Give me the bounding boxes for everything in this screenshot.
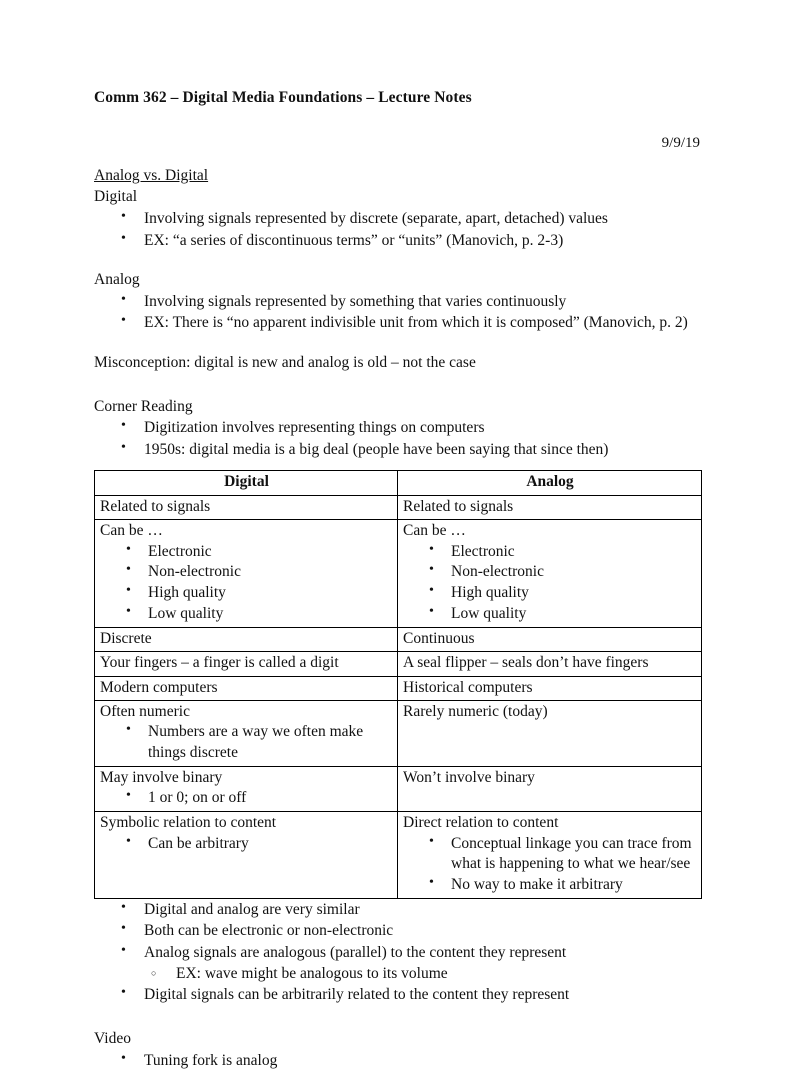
table-header-row <box>95 471 702 495</box>
list-item: • Non-electronic <box>100 562 393 583</box>
list-item: • Electronic <box>403 542 697 563</box>
list-item: • Digitization involves representing things on computers <box>94 417 701 438</box>
table-row <box>95 495 702 519</box>
digital-analog-comparison-table <box>94 470 702 899</box>
list-item: • Involving signals represented by something that varies continuously <box>94 291 701 312</box>
table-row <box>95 701 702 767</box>
cell-text: Modern computers <box>100 678 218 696</box>
list-item: • Both can be electronic or non-electronic <box>94 920 701 941</box>
heading-corner-reading: Corner Reading <box>94 397 193 415</box>
table-cell-analog <box>398 767 702 812</box>
cell-list <box>100 788 393 809</box>
column-header-analog: Analog <box>398 471 702 495</box>
table-cell-digital <box>95 767 398 812</box>
cell-list <box>100 722 393 764</box>
cell-text: Can be … <box>403 522 466 540</box>
table-cell-analog <box>398 495 702 519</box>
cell-text: Discrete <box>100 629 152 647</box>
label-digital: Digital <box>94 188 138 206</box>
table-row <box>95 767 702 812</box>
cell-text: Can be … <box>100 522 163 540</box>
table-row <box>95 627 702 651</box>
list-item: • Electronic <box>100 542 393 563</box>
table-cell-digital <box>95 652 398 676</box>
label-analog: Analog <box>94 270 140 288</box>
list-item: • Analog signals are analogous (parallel) to the content they represent <box>94 942 701 963</box>
table-row <box>95 652 702 676</box>
list-item: • Tuning fork is analog <box>94 1050 701 1071</box>
list-item: • EX: “a series of discontinuous terms” or “units” (Manovich, p. 2-3) <box>94 230 701 251</box>
table-cell-analog <box>398 520 702 628</box>
list-item: • High quality <box>403 583 697 604</box>
list-item: • Low quality <box>403 604 697 625</box>
table-cell-digital <box>95 627 398 651</box>
list-item: ○ EX: wave might be analogous to its volume <box>94 963 701 984</box>
list-item: • No way to make it arbitrary <box>403 875 697 896</box>
cell-text: A seal flipper – seals don’t have fingers <box>403 654 649 672</box>
cell-text: Continuous <box>403 629 475 647</box>
cell-list <box>403 542 697 625</box>
cell-list <box>100 542 393 625</box>
cell-text: May involve binary <box>100 769 223 786</box>
cell-text: Symbolic relation to content <box>100 814 277 832</box>
cell-text: Historical computers <box>403 678 533 696</box>
list-item: • 1950s: digital media is a big deal (people have been saying that since then) <box>94 439 701 460</box>
table-cell-analog <box>398 812 702 899</box>
list-video <box>94 1050 701 1071</box>
column-header-digital: Digital <box>95 471 398 495</box>
cell-list <box>100 834 393 855</box>
cell-text: Related to signals <box>100 497 211 515</box>
document-body <box>94 88 701 1071</box>
cell-list <box>403 834 697 896</box>
list-item: • 1 or 0; on or off <box>100 788 393 809</box>
heading-analog-vs-digital: Analog vs. Digital <box>94 167 209 185</box>
list-item: • Numbers are a way we often make things discrete <box>100 722 393 764</box>
table-row <box>95 676 702 700</box>
list-item: • EX: There is “no apparent indivisible unit from which it is composed” (Manovich, p. 2) <box>94 312 701 333</box>
list-item: • Involving signals represented by discrete (separate, apart, detached) values <box>94 208 701 229</box>
cell-text: Your fingers – a finger is called a digit <box>100 654 339 672</box>
table-row <box>95 812 702 899</box>
list-item: • Non-electronic <box>403 562 697 583</box>
list-item: • Low quality <box>100 604 393 625</box>
misconception-line: Misconception: digital is new and analog is old – not the case <box>94 353 476 371</box>
list-item: • High quality <box>100 583 393 604</box>
page-title: Comm 362 – Digital Media Foundations – Lecture Notes <box>94 89 472 106</box>
table-row <box>95 520 702 628</box>
heading-video: Video <box>94 1029 131 1047</box>
list-digital-bullets <box>94 208 701 251</box>
document-date: 9/9/19 <box>661 135 700 152</box>
table-cell-digital <box>95 812 398 899</box>
table-cell-digital <box>95 495 398 519</box>
list-item: • Digital signals can be arbitrarily related to the content they represent <box>94 984 701 1005</box>
list-analog-bullets <box>94 291 701 334</box>
list-summary <box>94 899 701 963</box>
list-summary-last <box>94 984 701 1005</box>
table-cell-analog <box>398 652 702 676</box>
cell-text: Often numeric <box>100 703 190 721</box>
table-cell-digital <box>95 701 398 767</box>
cell-text: Related to signals <box>403 497 514 515</box>
list-item: • Conceptual linkage you can trace from what is happening to what we hear/see <box>403 834 697 876</box>
cell-text: Direct relation to content <box>403 814 559 832</box>
list-summary-sub <box>94 963 701 984</box>
list-item: • Digital and analog are very similar <box>94 899 701 920</box>
table-cell-analog <box>398 701 702 767</box>
table-cell-analog <box>398 676 702 700</box>
cell-text: Rarely numeric (today) <box>403 703 548 721</box>
list-corner-reading <box>94 417 701 460</box>
table-cell-digital <box>95 676 398 700</box>
cell-text: Won’t involve binary <box>403 769 535 786</box>
table-cell-digital <box>95 520 398 628</box>
list-item: • Can be arbitrary <box>100 834 393 855</box>
table-cell-analog <box>398 627 702 651</box>
